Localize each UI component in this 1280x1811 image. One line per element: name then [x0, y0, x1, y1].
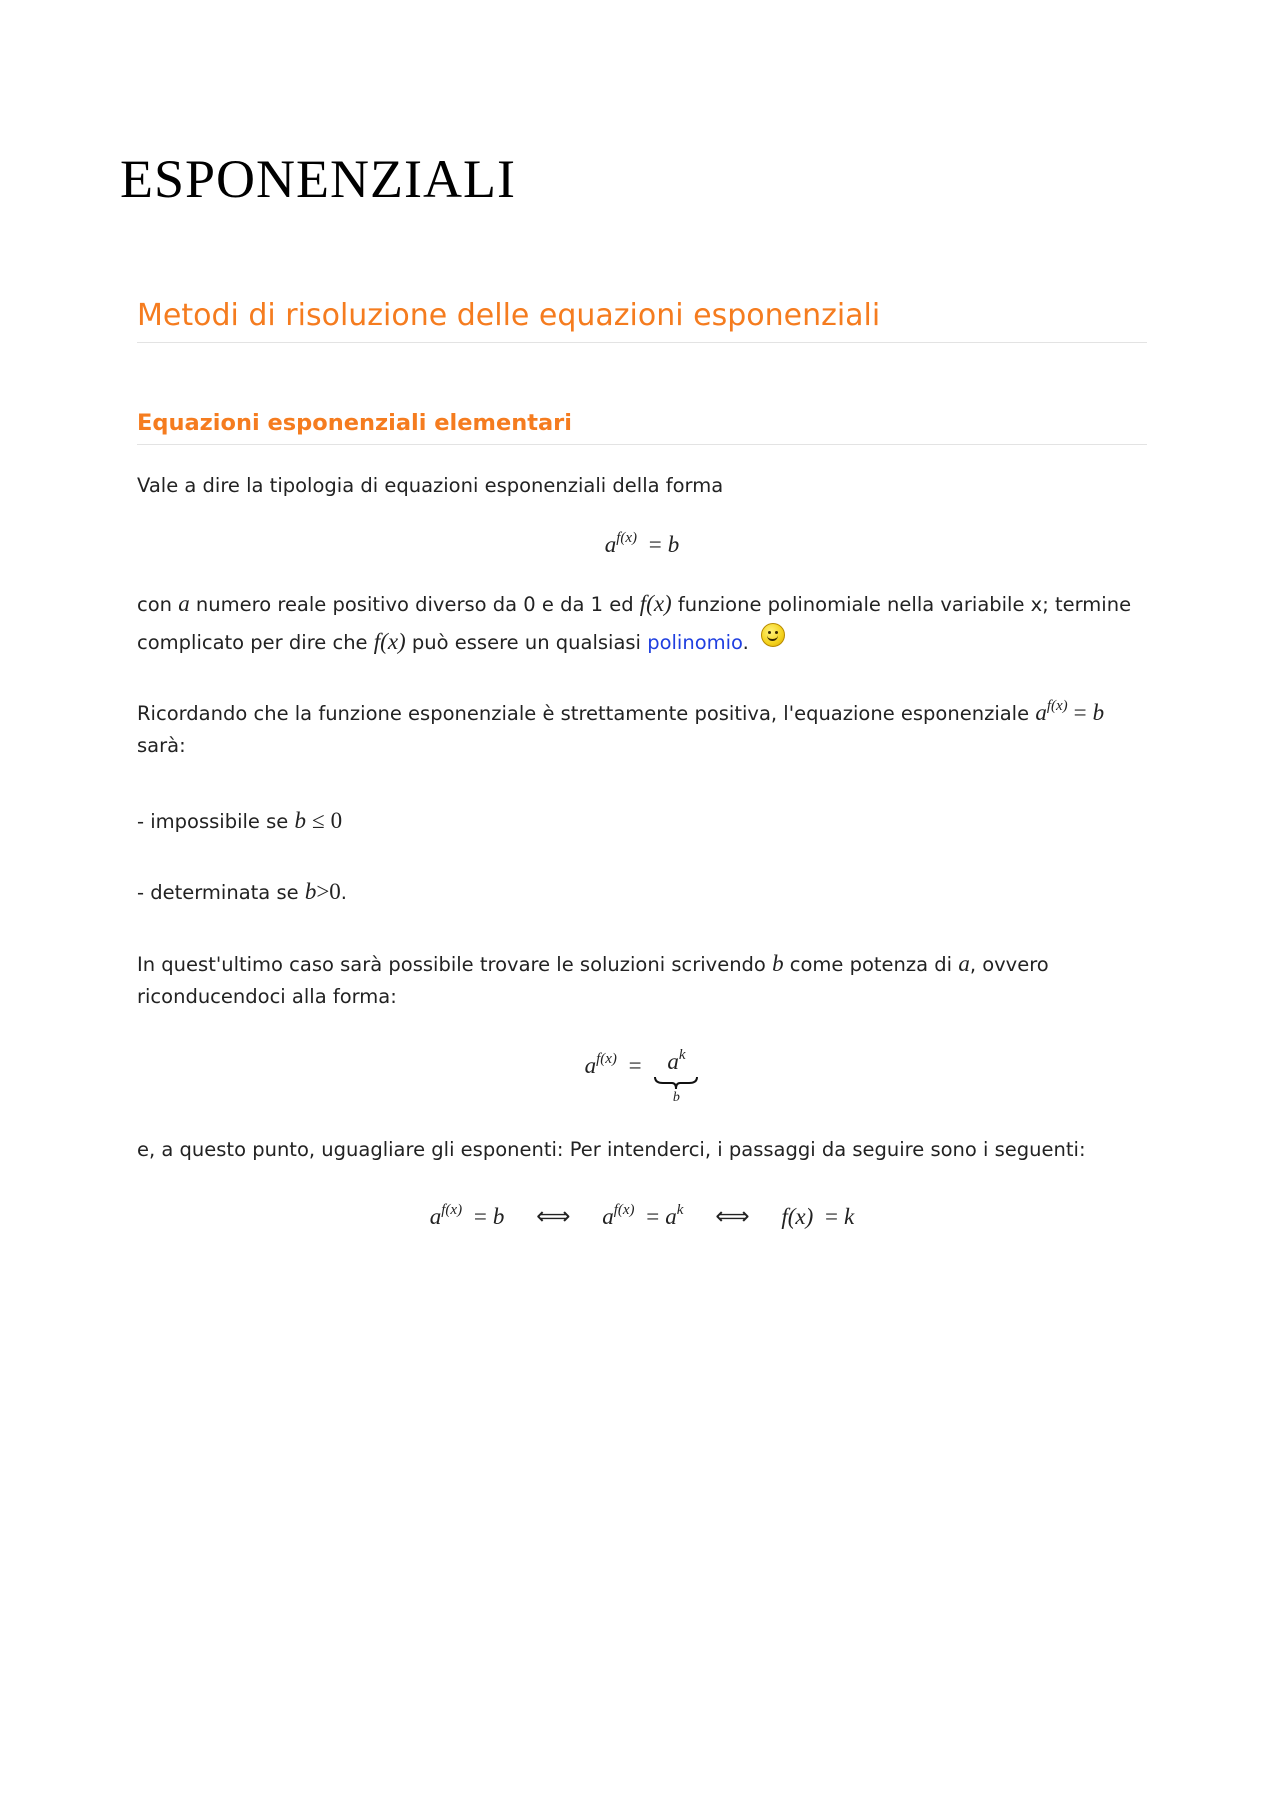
formula-equals: = — [825, 1204, 839, 1230]
polinomio-link[interactable]: polinomio — [647, 631, 743, 655]
math-gt: > — [316, 879, 330, 905]
math-fx: f(x) — [639, 591, 672, 617]
formula-equivalence-chain — [137, 1199, 1147, 1236]
math-a: a — [958, 951, 970, 977]
formula-rhs: b — [667, 532, 680, 558]
formula-base: a — [429, 1204, 442, 1230]
formula-exponential-form — [137, 527, 1147, 563]
formula-equals: = — [473, 1204, 487, 1230]
iff-arrow: ⟺ — [536, 1204, 571, 1231]
intro-paragraph: Vale a dire la tipologia di equazioni esponenziali della forma — [137, 474, 724, 498]
smiley-icon — [761, 623, 785, 647]
math-a: a — [1035, 699, 1047, 725]
underbrace-label: b — [672, 1089, 680, 1105]
text-fragment: - determinata se — [137, 881, 299, 905]
formula-equals: = — [648, 532, 662, 558]
math-equals: = — [1073, 699, 1087, 725]
solution-paragraph — [137, 946, 1147, 1012]
formula-exponent: f(x) — [596, 1050, 617, 1067]
text-fragment: con — [137, 593, 173, 617]
iff-arrow: ⟺ — [715, 1204, 750, 1231]
text-fragment: come potenza di — [789, 953, 953, 977]
steps-paragraph: e, a questo punto, uguagliare gli esponenti: Per intenderci, i passaggi da seguire sono i seguenti: — [137, 1137, 1086, 1161]
formula-equals: = — [646, 1204, 660, 1230]
inline-formula — [1035, 697, 1105, 725]
text-fragment: . — [340, 881, 347, 905]
math-b: b — [1092, 699, 1105, 725]
text-fragment: funzione polinomiale nella variabile x; termine complicato per dire che — [137, 593, 1132, 655]
underbrace-group — [653, 1048, 699, 1105]
math-leq: ≤ — [311, 807, 325, 833]
math-zero: 0 — [329, 879, 341, 905]
formula-rhs-base: a — [665, 1204, 677, 1230]
text-fragment: , ovvero riconducendoci alla forma: — [137, 953, 1049, 1008]
underbrace-top — [667, 1046, 686, 1074]
math-exponent: f(x) — [1046, 697, 1068, 714]
positivity-paragraph — [137, 695, 1147, 761]
math-b: b — [304, 879, 317, 905]
case-determined — [137, 874, 1147, 910]
formula-power-form — [137, 1048, 1147, 1105]
formula-rhs-base: a — [667, 1048, 679, 1074]
formula-rhs: b — [492, 1204, 505, 1230]
text-fragment: Ricordando che la funzione esponenziale è strettamente positiva, l'equazione esponenziale — [137, 701, 1030, 725]
article-content — [137, 296, 1147, 1256]
text-fragment: . — [742, 631, 749, 655]
text-fragment: - impossibile se — [137, 809, 289, 833]
math-a: a — [178, 591, 190, 617]
math-fx: f(x) — [373, 629, 406, 655]
formula-rhs-exponent: k — [678, 1046, 686, 1063]
formula-base: a — [602, 1204, 614, 1230]
underbrace-icon — [653, 1075, 699, 1091]
formula-base: a — [584, 1052, 597, 1078]
text-fragment: può essere un qualsiasi — [411, 631, 641, 655]
text-fragment: In quest'ultimo caso sarà possibile trovare le soluzioni scrivendo — [137, 953, 766, 977]
inline-formula — [305, 879, 341, 904]
formula-exponent: f(x) — [441, 1202, 463, 1219]
inline-formula — [294, 808, 342, 833]
text-fragment: numero reale positivo diverso da 0 e da 1 ed — [195, 593, 634, 617]
subsection-title: Equazioni esponenziali elementari — [137, 409, 1147, 445]
case-impossible — [137, 803, 1147, 839]
math-zero: 0 — [330, 807, 343, 833]
text-fragment: sarà: — [137, 733, 186, 757]
math-b: b — [294, 807, 306, 833]
formula-exponent: f(x) — [613, 1202, 635, 1219]
document-title: ESPONENZIALI — [120, 149, 516, 209]
section-title: Metodi di risoluzione delle equazioni esponenziali — [137, 296, 1147, 343]
formula-base: a — [604, 532, 617, 558]
formula-equals: = — [628, 1052, 642, 1078]
formula-rhs-exponent: k — [676, 1202, 684, 1219]
formula-exponent: f(x) — [616, 530, 638, 547]
formula-lhs: f(x) — [781, 1204, 814, 1230]
definition-paragraph — [137, 585, 1147, 661]
math-b: b — [772, 951, 784, 977]
formula-rhs: k — [844, 1204, 855, 1230]
